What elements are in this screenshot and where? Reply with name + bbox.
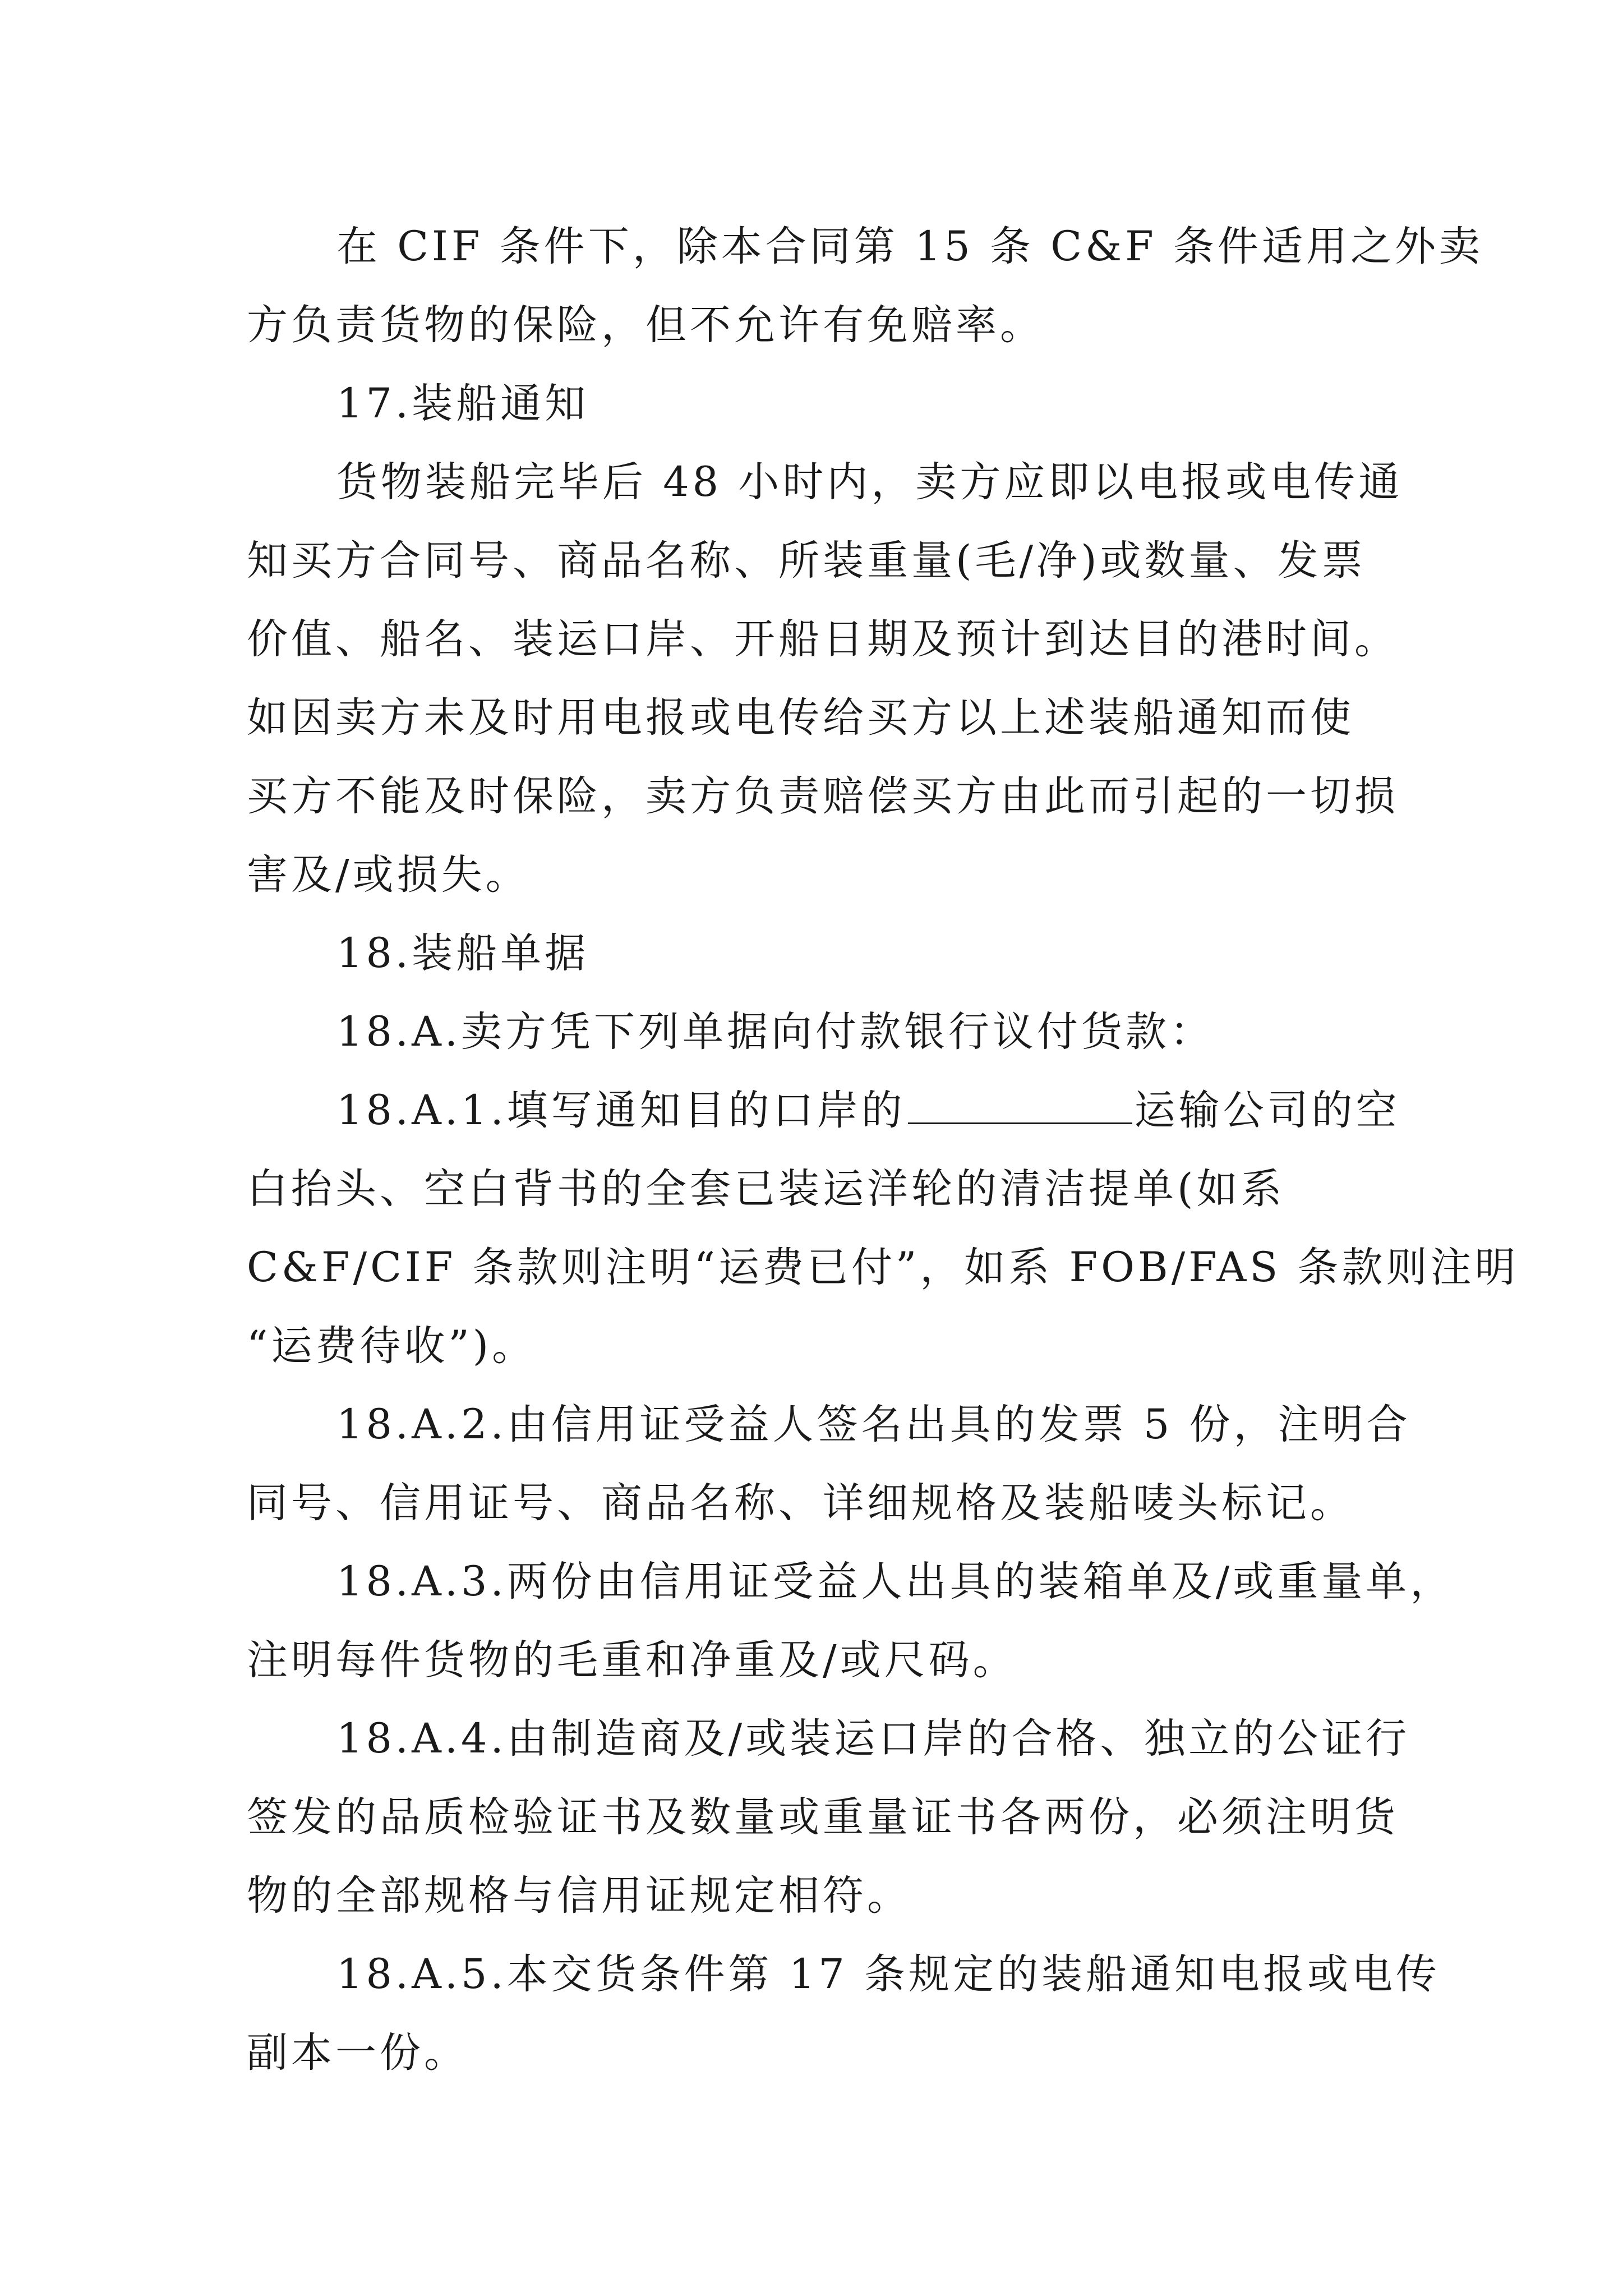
section-heading: 17.装船通知 xyxy=(336,380,589,427)
paragraph-line: 18.A.3.两份由信用证受益人出具的装箱单及/或重量单， xyxy=(336,1558,1455,1605)
paragraph-line: 如因卖方未及时用电报或电传给买方以上述装船通知而使 xyxy=(247,694,1354,742)
paragraph-line: 注明每件货物的毛重和净重及/或尺码。 xyxy=(247,1636,1017,1684)
section-heading: 18.装船单据 xyxy=(336,930,589,977)
paragraph-line: 18.A.4.由制造商及/或装运口岸的合格、独立的公证行 xyxy=(336,1715,1410,1763)
fill-in-blank xyxy=(908,1083,1132,1124)
paragraph-line: 价值、船名、装运口岸、开船日期及预计到达目的港时间。 xyxy=(247,615,1399,663)
paragraph-line xyxy=(247,1071,1400,1150)
paragraph-line: 18.A.卖方凭下列单据向付款银行议付货款： xyxy=(336,1008,1215,1056)
paragraph-line: 方负责货物的保险，但不允许有免赔率。 xyxy=(247,301,1044,349)
document-body xyxy=(247,208,1519,2092)
paragraph-line: C&F/CIF 条款则注明“运费已付”，如系 FOB/FAS 条款则注明 xyxy=(247,1244,1519,1291)
clause-text: 运输公司的空 xyxy=(1134,1087,1400,1134)
paragraph-line: 副本一份。 xyxy=(247,2029,468,2077)
paragraph-line: 18.A.2.由信用证受益人签名出具的发票 5 份，注明合 xyxy=(336,1401,1411,1448)
paragraph-line: “运费待收”)。 xyxy=(247,1322,537,1370)
paragraph-line: 买方不能及时保险，卖方负责赔偿买方由此而引起的一切损 xyxy=(247,772,1399,820)
clause-text: 18.A.1.填写通知目的口岸的 xyxy=(336,1087,906,1134)
paragraph-line: 在 CIF 条件下，除本合同第 15 条 C&F 条件适用之外卖 xyxy=(336,223,1483,270)
paragraph-line: 物的全部规格与信用证规定相符。 xyxy=(247,1872,911,1920)
paragraph-line: 签发的品质检验证书及数量或重量证书各两份，必须注明货 xyxy=(247,1793,1399,1841)
paragraph-line: 害及/或损失。 xyxy=(247,851,530,899)
paragraph-line: 知买方合同号、商品名称、所装重量(毛/净)或数量、发票 xyxy=(247,537,1366,585)
paragraph-line: 同号、信用证号、商品名称、详细规格及装船唛头标记。 xyxy=(247,1479,1354,1527)
paragraph-line: 白抬头、空白背书的全套已装运洋轮的清洁提单(如系 xyxy=(247,1165,1285,1213)
paragraph-line: 18.A.5.本交货条件第 17 条规定的装船通知电报或电传 xyxy=(336,1950,1440,1998)
paragraph-line: 货物装船完毕后 48 小时内，卖方应即以电报或电传通 xyxy=(336,458,1403,506)
